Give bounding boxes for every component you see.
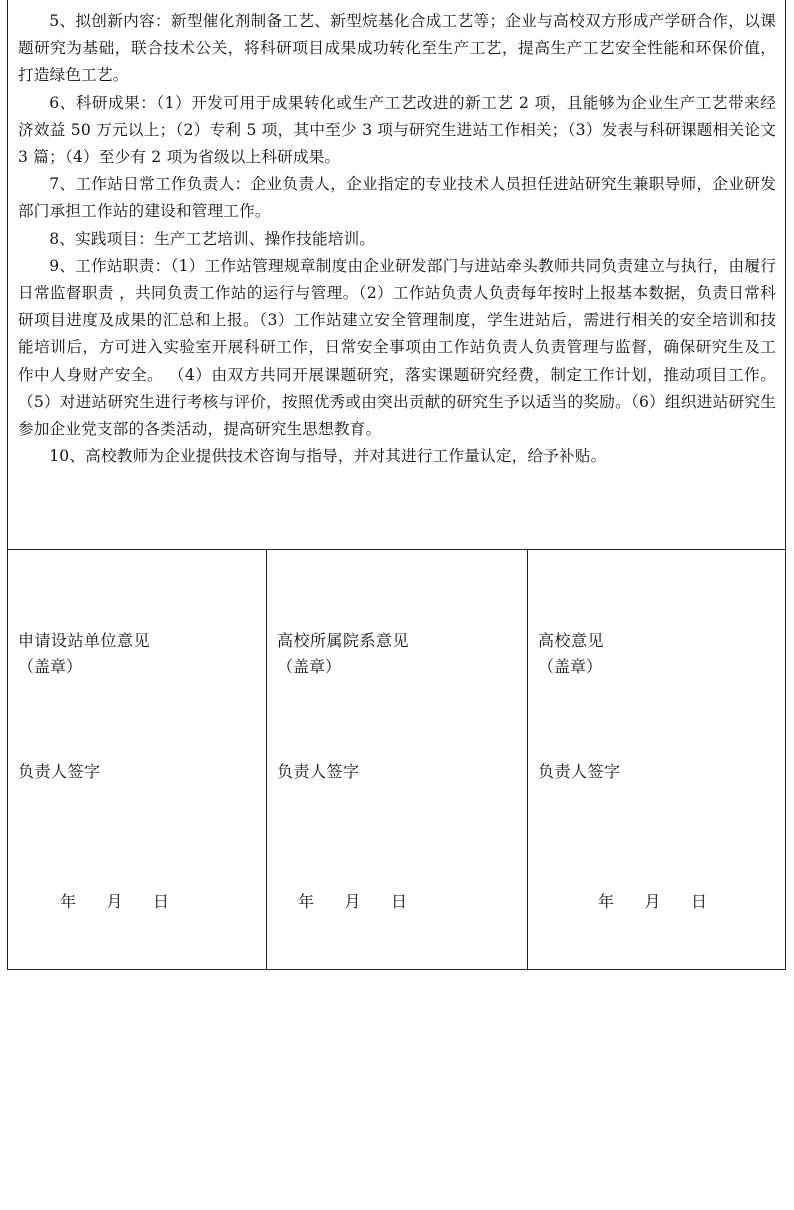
signer-label: 负责人签字 — [277, 762, 360, 781]
item-7-daily-work-lead: 7、工作站日常工作负责人：企业负责人，企业指定的专业技术人员担任进站研究生兼职导师，企业研发部门承担工作站的建设和管理工作。 — [18, 175, 776, 221]
date-line: 年 月 日 — [598, 892, 708, 911]
opinion-title: 高校所属院系意见 — [277, 631, 410, 650]
seal-note: （盖章） — [18, 657, 83, 676]
item-8-practice-projects: 8、实践项目：生产工艺培训、操作技能培训。 — [49, 229, 376, 248]
approval-signature-row — [8, 550, 785, 969]
item-6-research-results: 6、科研成果：（1）开发可用于成果转化或生产工艺改进的新工艺 2 项，且能够为企业生产工艺带来经济效益 50 万元以上；（2）专利 5 项，其中至少 3 项与研究生进站工作相关；（3）发表与科研课题相关论文 3 篇；（4）至少有 2 项为省级以上科研成果。 — [18, 93, 776, 167]
application-form-table — [7, 0, 786, 970]
work-content-cell — [8, 0, 785, 550]
signer-label: 负责人签字 — [538, 762, 621, 781]
seal-note: （盖章） — [277, 657, 342, 676]
item-5-innovation-content: 5、拟创新内容：新型催化剂制备工艺、新型烷基化合成工艺等；企业与高校双方形成产学研合作，以课题研究为基础，联合技术公关，将科研项目成果成功转化至生产工艺，提高生产工艺安全性能和环保价值，打造绿色工艺。 — [18, 12, 776, 85]
date-line: 年 月 日 — [60, 892, 170, 911]
applicant-unit-opinion-cell[interactable] — [8, 550, 267, 969]
item-10-teacher-support: 10、高校教师为企业提供技术咨询与指导，并对其进行工作量认定，给予补贴。 — [49, 447, 607, 466]
opinion-title: 高校意见 — [538, 631, 605, 650]
date-line: 年 月 日 — [298, 892, 408, 911]
signer-label: 负责人签字 — [18, 762, 101, 781]
opinion-title: 申请设站单位意见 — [18, 631, 151, 650]
seal-note: （盖章） — [538, 657, 603, 676]
university-opinion-cell[interactable] — [528, 550, 785, 969]
college-department-opinion-cell[interactable] — [267, 550, 528, 969]
item-9-station-duties: 9、工作站职责：（1）工作站管理规章制度由企业研发部门与进站牵头教师共同负责建立与执行，由履行日常监督职责 ，共同负责工作站的运行与管理。（2）工作站负责人负责每年按时上报基本数据，负责日常科研项目进度及成果的汇总和上报。（3）工作站建立安全管理制度，学生进站后，需进行相关的安全培训和技能培训后，方可进入实验室开展科研工作，日常安全事项由工作站负责人负责管理与监督，确保研究生及工作中人身财产安全。 （4）由双方共同开展课题研究，落实课题研究经费，制定工作计划，推动项目工作。（5）对进站研究生进行考核与评价，按照优秀或由突出贡献的研究生予以适当的奖励。（6）组织进站研究生参加企业党支部的各类活动，提高研究生思想教育。 — [18, 256, 776, 439]
